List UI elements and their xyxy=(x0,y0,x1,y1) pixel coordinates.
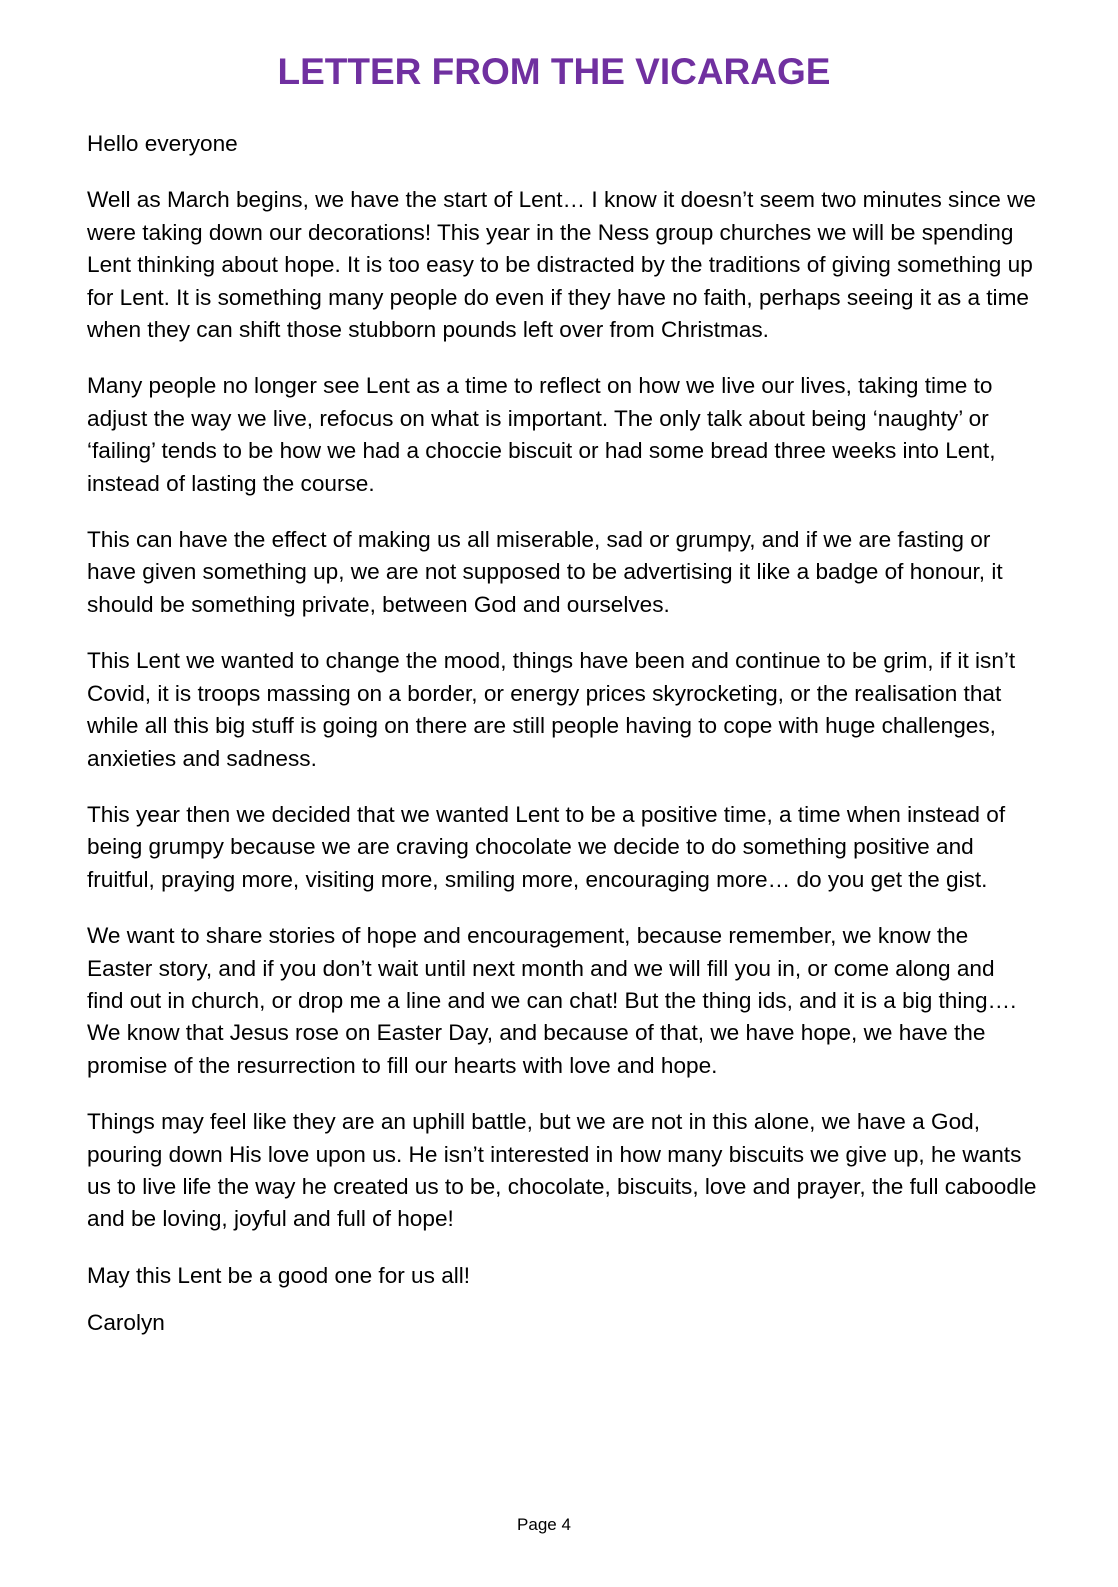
greeting: Hello everyone xyxy=(87,131,238,156)
paragraph: This Lent we wanted to change the mood, things have been and continue to be grim, if it isn’t Covid, it is troops massing on a border, or energy prices skyrocketing, or the realisation that while all this big stuff is going on there are still people having to cope with huge challenges, anxieties and sadness. xyxy=(87,648,1016,771)
paragraph: Things may feel like they are an uphill battle, but we are not in this alone, we have a God, pouring down His love upon us. He isn’t interested in how many biscuits we give up, he wants us to live life the way he created us to be, chocolate, biscuits, love and prayer, the full caboodle and be loving, joyful and full of hope! xyxy=(87,1109,1037,1232)
page-number: Page 4 xyxy=(517,1515,571,1534)
paragraph: Well as March begins, we have the start of Lent… I know it doesn’t seem two minutes since we were taking down our decorations! This year in the Ness group churches we will be spending Lent thinking about hope. It is too easy to be distracted by the traditions of giving something up for Lent. It is something many people do even if they have no faith, perhaps seeing it as a time when they can shift those stubborn pounds left over from Christmas. xyxy=(87,187,1036,343)
paragraph: This can have the effect of making us all miserable, sad or grumpy, and if we are fasting or have given something up, we are not supposed to be advertising it like a badge of honour, it should be something private, between God and ourselves. xyxy=(87,527,1003,617)
paragraph: We want to share stories of hope and encouragement, because remember, we know the Easter story, and if you don’t wait until next month and we will fill you in, or come along and find out in church, or drop me a line and we can chat! But the thing ids, and it is a big thing…. We know that Jesus rose on Easter Day, and because of that, we have hope, we have the promise of the resurrection to fill our hearts with love and hope. xyxy=(87,923,1017,1078)
signature: Carolyn xyxy=(87,1310,165,1336)
letter-body xyxy=(87,128,1037,1364)
closing-line: May this Lent be a good one for us all! xyxy=(87,1262,471,1288)
paragraph: Many people no longer see Lent as a time to reflect on how we live our lives, taking time to adjust the way we live, refocus on what is important. The only talk about being ‘naughty’ or ‘failing’ tends to be how we had a choccie biscuit or had some bread three weeks into Lent, instead of lasting the course. xyxy=(87,373,996,496)
paragraph: This year then we decided that we wanted Lent to be a positive time, a time when instead of being grumpy because we are craving chocolate we decide to do something positive and fruitful, praying more, visiting more, smiling more, encouraging more… do you get the gist. xyxy=(87,801,1006,892)
page-title: LETTER FROM THE VICARAGE xyxy=(277,51,831,92)
